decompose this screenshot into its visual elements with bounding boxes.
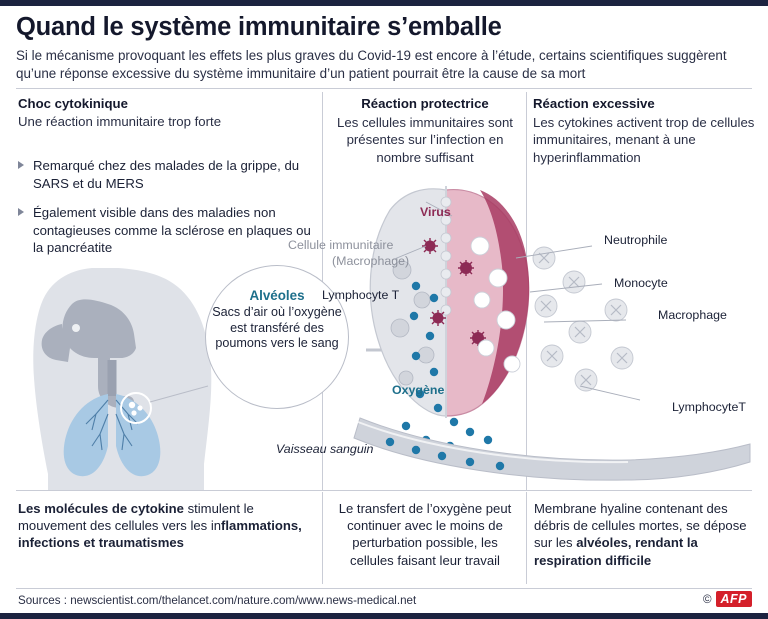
page-title: Quand le système immunitaire s’emballe	[16, 13, 502, 41]
label-lymphocyte-t: Lymphocyte T	[322, 288, 400, 302]
bottom-box-left	[18, 500, 314, 552]
bottom-box-right	[534, 500, 754, 569]
top-bar	[0, 0, 768, 6]
alveoles-callout	[205, 265, 349, 409]
label-virus: Virus	[420, 205, 451, 219]
column-left-heading: Choc cytokinique	[18, 96, 128, 111]
list-item	[18, 157, 318, 192]
column-middle-text: Les cellules immunitaires sont présentes sur l’infection en nombre suffisant	[337, 114, 513, 165]
bottom-bar	[0, 613, 768, 619]
label-blood-vessel: Vaisseau sanguin	[276, 442, 374, 456]
eye-shape	[72, 324, 80, 332]
list-item	[18, 204, 318, 257]
divider-vertical-left-bottom	[322, 492, 323, 584]
divider-bottom	[16, 490, 752, 491]
column-right-heading: Réaction excessive	[533, 96, 655, 111]
label-neutrophile: Neutrophile	[604, 233, 668, 247]
divider-top	[16, 88, 752, 89]
page-subtitle: Si le mécanisme provoquant les effets les plus graves du Covid-19 est encore à l’étude, certains scientifiques suggèrent qu’une réponse excessive du système immunitaire d’un patient pourrait être la cause de sa mort	[16, 48, 727, 81]
label-lymphocyte-t-right: LymphocyteT	[672, 400, 746, 414]
column-right-text: Les cytokines activent trop de cellules immunitaires, menant à une hyperinflammation	[533, 114, 755, 165]
bottom-right-strong: alvéoles, rendant la respiration difficile	[534, 535, 698, 568]
bottom-right-text: Membrane hyaline contenant des débris de cellules mortes, se dépose sur les	[534, 501, 747, 551]
column-header-left	[18, 95, 318, 130]
alveoles-callout-title: Alvéoles	[249, 288, 305, 303]
bottom-left-strong-2: flammations, infections et traumatismes	[18, 518, 302, 551]
bottom-box-middle: Le transfert de l’oxygène peut continuer avec le moins de perturbation possible, les cellules faisant leur travail	[338, 501, 512, 568]
afp-credit	[703, 591, 752, 607]
triangle-bullet-icon	[18, 208, 24, 216]
column-left-subheading: Une réaction immunitaire trop forte	[18, 113, 222, 129]
triangle-bullet-icon	[18, 161, 24, 169]
divider-vertical-right-bottom	[526, 492, 527, 584]
label-oxygen: Oxygène	[392, 383, 445, 397]
alveoles-callout-text: Sacs d’air où l’oxygène est transféré des poumons vers le sang	[212, 305, 342, 351]
divider-sources	[16, 588, 752, 589]
label-monocyte: Monocyte	[614, 276, 668, 290]
label-macrophage: Macrophage	[658, 308, 727, 322]
bullet-list	[18, 157, 318, 269]
list-item-label: Remarqué chez des malades de la grippe, du SARS et du MERS	[33, 158, 300, 191]
column-middle-heading: Réaction protectrice	[361, 96, 489, 111]
list-item-label: Également visible dans des maladies non contagieuses comme la sclérose en plaques ou la pancréatite	[33, 205, 311, 256]
bottom-left-strong: Les molécules de cytokine	[18, 501, 184, 516]
label-immune-cell-sub: (Macrophage)	[332, 254, 410, 268]
copyright-symbol: ©	[702, 592, 712, 606]
sources-text: Sources : newscientist.com/thelancet.com/nature.com/www.news-medical.net	[18, 594, 417, 607]
afp-logo: AFP	[716, 591, 753, 607]
label-immune-cell: Cellule immunitaire	[288, 238, 394, 252]
bottom-left-text: stimulent le mouvement des cellules vers les in	[18, 501, 254, 534]
